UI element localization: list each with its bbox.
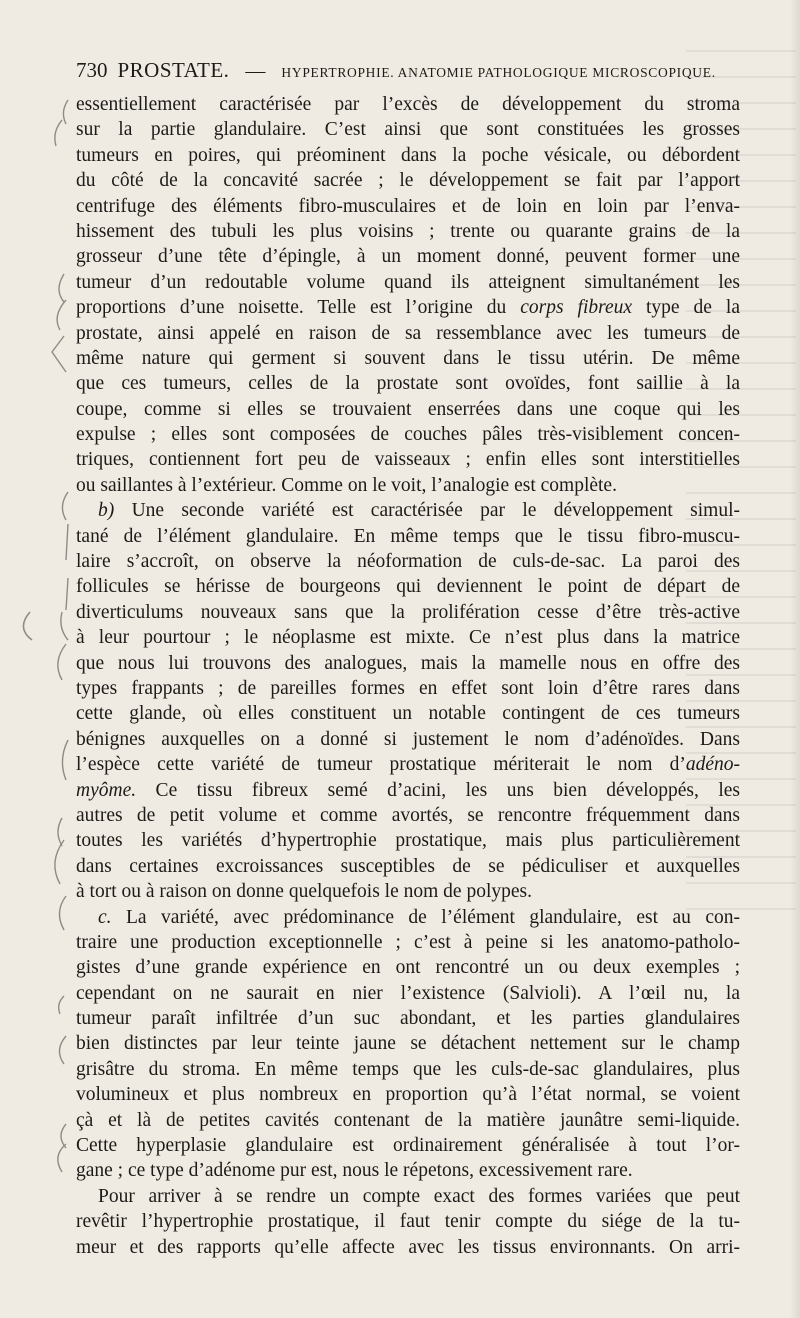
- text-line: Cette hyperplasie glandulaire est ordinairement généralisée à tout l’or-: [76, 1135, 740, 1157]
- pencil-bracket-mark: [52, 336, 66, 372]
- pencil-bracket-mark: [58, 818, 62, 846]
- text-line: revêtir l’hypertrophie prostatique, il faut tenir compte du siége de la tu-: [76, 1211, 740, 1233]
- italic-phrase: b): [98, 500, 115, 522]
- text-line: follicules se hérisse de bourgeons qui deviennent le point de départ de: [76, 576, 740, 598]
- pencil-margin-marks: [0, 0, 80, 1318]
- text-line: du côté de la concavité sacrée ; le développement se fait par l’apport: [76, 170, 740, 192]
- text-line: toutes les variétés d’hypertrophie prostatique, mais plus particulièrement: [76, 830, 740, 852]
- pencil-bracket-mark: [59, 274, 64, 302]
- pencil-bracket-mark: [59, 896, 66, 930]
- italic-phrase: myôme.: [76, 779, 137, 801]
- pencil-bracket-mark: [59, 1036, 66, 1064]
- pencil-bracket-mark: [66, 578, 68, 610]
- text-line: que ces tumeurs, celles de la prostate sont ovoïdes, font saillie à la: [76, 373, 740, 395]
- running-subtitle: HYPERTROPHIE. ANATOMIE PATHOLOGIQUE MICROSCOPIQUE.: [281, 65, 716, 80]
- text-line: cette glande, où elles constituent un notable contingent de ces tumeurs: [76, 703, 740, 725]
- pencil-bracket-mark: [57, 300, 66, 330]
- text-line: myôme. Ce tissu fibreux semé d’acini, les uns bien développés, les: [76, 779, 740, 801]
- text-line: b) Une seconde variété est caractérisée par le développement simul-: [98, 500, 740, 522]
- text-line: triques, contiennent fort peu de vaisseaux ; enfin elles sont interstitielles: [76, 449, 740, 471]
- text-line: tané de l’élément glandulaire. En même temps que le tissu fibro-muscu-: [76, 525, 740, 547]
- text-line: laire s’accroît, on observe la néoformation de culs-de-sac. La paroi des: [76, 551, 740, 573]
- text-line: à tort ou à raison on donne quelquefois le nom de polypes.: [76, 881, 532, 903]
- text-line: tumeurs en poires, qui préominent dans la poche vésicale, ou débordent: [76, 144, 740, 166]
- pencil-bracket-mark: [55, 120, 62, 146]
- italic-phrase: adéno-: [685, 754, 740, 776]
- pencil-bracket-mark: [61, 612, 68, 640]
- text-line: dans certaines excroissances susceptibles de se pédiculiser et auxquelles: [76, 855, 740, 877]
- text-line: grosseur d’une tête d’épingle, à un moment donné, peuvent former une: [76, 246, 740, 268]
- text-line: sur la partie glandulaire. C’est ainsi que sont constituées les grosses: [76, 119, 740, 141]
- running-title: PROSTATE.: [117, 58, 230, 82]
- text-line: l’espèce cette variété de tumeur prostatique mériterait le nom d’adéno-: [76, 754, 740, 776]
- text-line: cependant on ne saurait en nier l’existence (Salvioli). A l’œil nu, la: [76, 982, 740, 1004]
- text-line: centrifuge des éléments fibro-musculaires et de loin en loin par l’enva-: [76, 195, 740, 217]
- pencil-bracket-mark: [55, 840, 64, 884]
- text-line: expulse ; elles sont composées de couches pâles très-visiblement concen-: [76, 424, 740, 446]
- text-line: meur et des rapports qu’elle affecte avec les tissus environnants. On arri-: [76, 1236, 740, 1258]
- pencil-bracket-mark: [58, 1144, 66, 1172]
- text-line: c. La variété, avec prédominance de l’élément glandulaire, est au con-: [98, 906, 740, 928]
- page-number: 730: [76, 58, 108, 82]
- text-line: prostate, ainsi appelé en raison de sa ressemblance avec les tumeurs de: [76, 322, 740, 344]
- text-line: proportions d’une noisette. Telle est l’origine du corps fibreux type de la: [76, 297, 740, 319]
- text-line: à leur pourtour ; le néoplasme est mixte. Ce n’est plus dans la matrice: [76, 627, 740, 649]
- text-line: traire une production exceptionnelle ; c’est à peine si les anatomo-patholo-: [76, 931, 740, 953]
- pencil-bracket-mark: [66, 524, 68, 560]
- pencil-bracket-mark: [23, 612, 32, 640]
- header-dash: —: [245, 60, 266, 82]
- text-line: diverticulums nouveaux sans que la prolifération cesse d’être très-active: [76, 601, 740, 623]
- text-line: autres de petit volume et comme avortés, se rencontre fréquemment dans: [76, 804, 740, 826]
- text-line: coupe, comme si elles se trouvaient enserrées dans une coque qui les: [76, 398, 740, 420]
- text-line: gane ; ce type d’adénome pur est, nous le répetons, excessivement rare.: [76, 1160, 633, 1182]
- pencil-bracket-mark: [59, 996, 64, 1014]
- pencil-bracket-mark: [62, 492, 68, 520]
- text-line: Pour arriver à se rendre un compte exact des formes variées que peut: [98, 1185, 740, 1207]
- pencil-bracket-mark: [62, 740, 68, 780]
- text-line: çà et là de petites cavités contenant de la matière jaunâtre semi-liquide.: [76, 1109, 740, 1131]
- text-line: bien distinctes par leur teinte jaune se détachent nettement sur le champ: [76, 1033, 740, 1055]
- italic-phrase: corps fibreux: [520, 297, 633, 319]
- text-line: grisâtre du stroma. En même temps que les culs-de-sac glandulaires, plus: [76, 1058, 740, 1080]
- text-line: ou saillantes à l’extérieur. Comme on le voit, l’analogie est complète.: [76, 474, 617, 496]
- pencil-bracket-mark: [63, 100, 68, 124]
- text-line: bénignes auxquelles on a donné si justement le nom d’adénoïdes. Dans: [76, 728, 740, 750]
- text-line: que nous lui trouvons des analogues, mais la mamelle nous en offre des: [76, 652, 740, 674]
- text-line: tumeur paraît infiltrée d’un suc abondant, et les parties glandulaires: [76, 1008, 740, 1030]
- text-line: essentiellement caractérisée par l’excès de développement du stroma: [76, 94, 740, 115]
- text-line: hissement des tubuli les plus voisins ; trente ou quarante grains de la: [76, 220, 740, 242]
- text-line: types frappants ; de pareilles formes en effet sont loin d’être rares dans: [76, 677, 740, 699]
- text-line: volumineux et plus nombreux en proportion qu’à l’état normal, se voient: [76, 1084, 740, 1106]
- pencil-bracket-mark: [58, 644, 66, 680]
- italic-phrase: c.: [98, 906, 112, 928]
- text-line: gistes d’une grande expérience en ont rencontré un ou deux exemples ;: [76, 957, 740, 979]
- page-body: [76, 92, 740, 1260]
- running-header: [76, 58, 756, 88]
- text-line: tumeur d’un redoutable volume quand ils atteignent simultanément les: [76, 271, 740, 293]
- text-line: même nature qui germent si souvent dans le tissu utérin. De même: [76, 347, 740, 369]
